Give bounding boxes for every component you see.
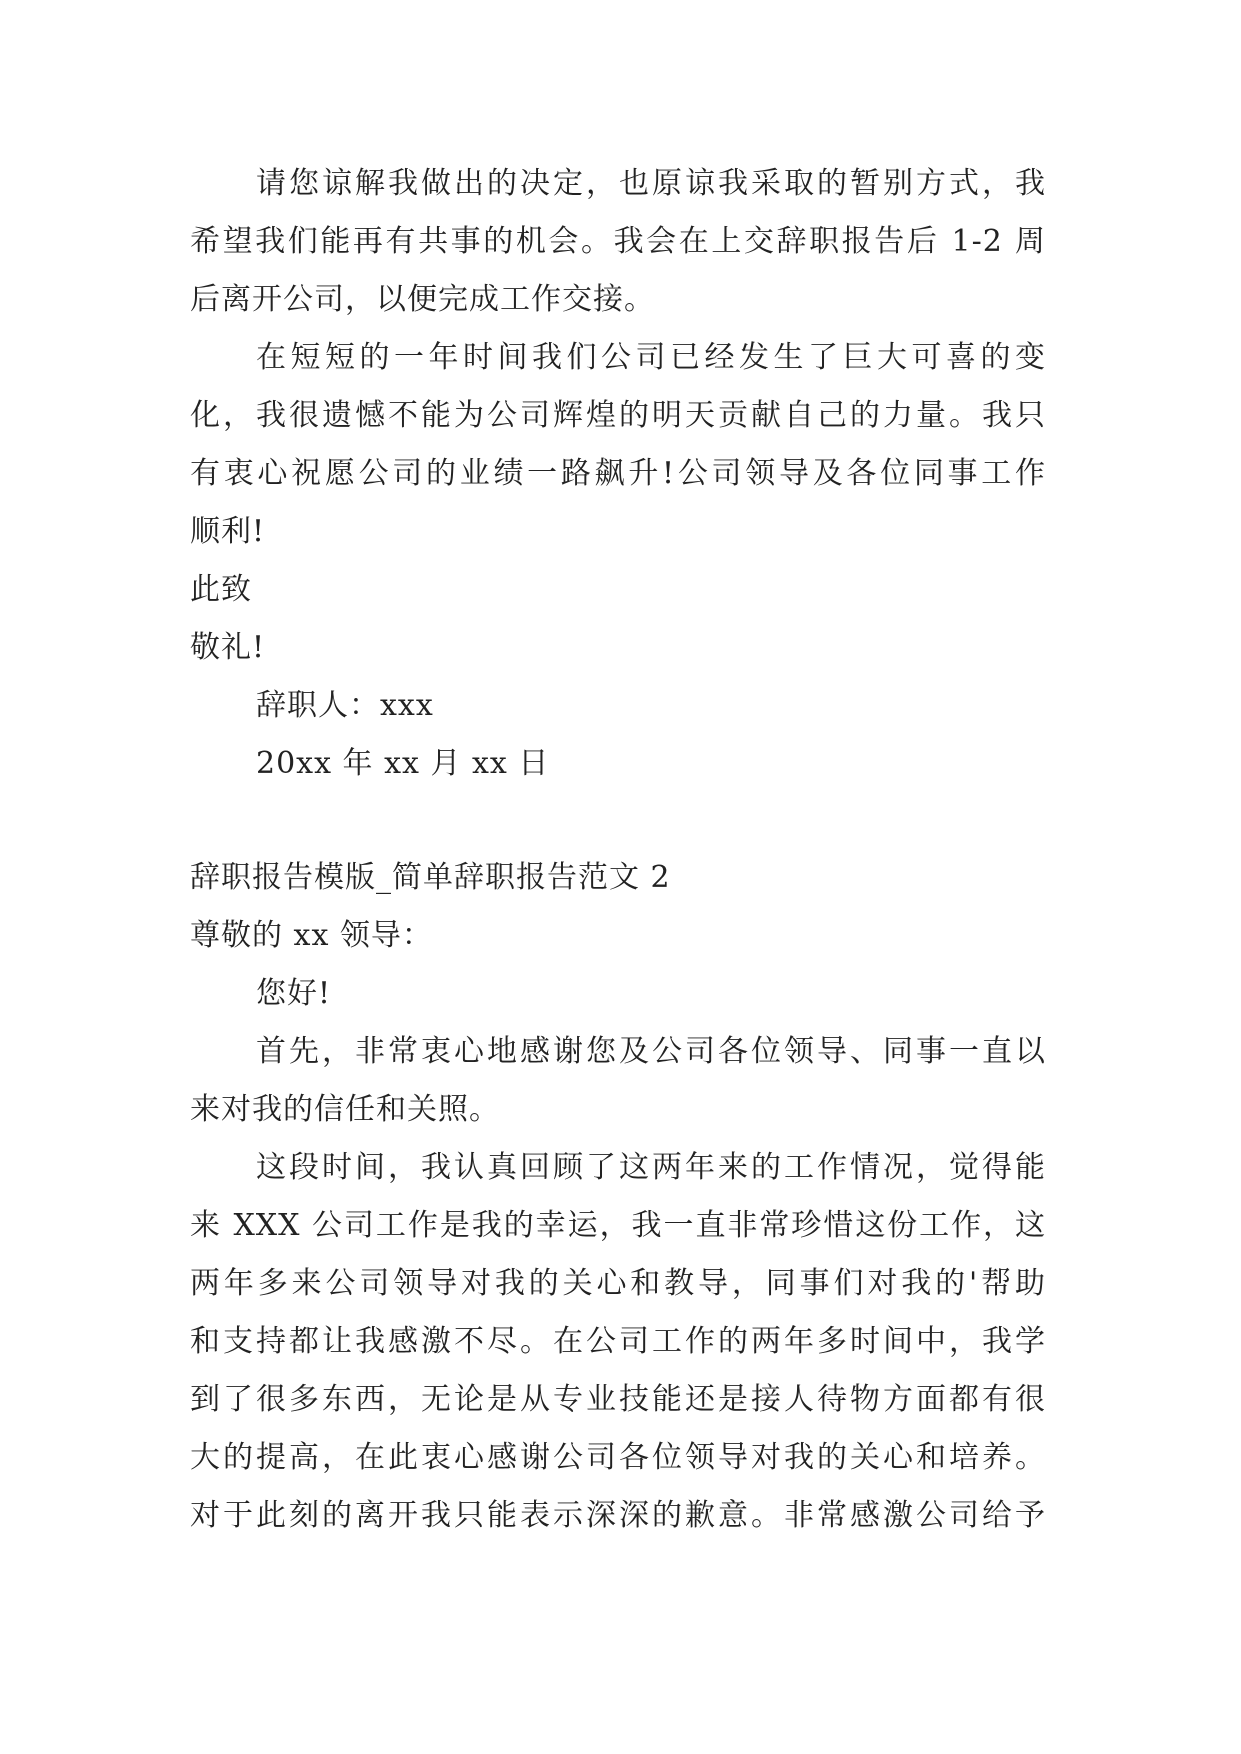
salutation-line: 尊敬的 xx 领导： [190, 918, 433, 953]
paragraph-line: 在短短的一年时间我们公司已经发生了巨大可喜的变 [256, 340, 1046, 375]
paragraph-line: 来 XXX 公司工作是我的幸运，我一直非常珍惜这份工作，这 [190, 1208, 1046, 1243]
paragraph-line: 这段时间，我认真回顾了这两年来的工作情况，觉得能 [256, 1150, 1046, 1185]
paragraph-line: 到了很多东西，无论是从专业技能还是接人待物方面都有很 [190, 1382, 1046, 1417]
paragraph-line: 来对我的信任和关照。 [190, 1092, 500, 1127]
date-line: 20xx 年 xx 月 xx 日 [256, 746, 550, 781]
greeting-line: 您好! [256, 976, 332, 1011]
paragraph-line: 后离开公司，以便完成工作交接。 [190, 282, 655, 317]
paragraph-line: 顺利! [190, 514, 266, 549]
paragraph-line: 大的提高，在此衷心感谢公司各位领导对我的关心和培养。 [190, 1440, 1046, 1475]
paragraph-line: 两年多来公司领导对我的关心和教导，同事们对我的'帮助 [190, 1266, 1046, 1301]
paragraph-line: 请您谅解我做出的决定，也原谅我采取的暂别方式，我 [256, 166, 1046, 201]
closing-line: 敬礼! [190, 630, 266, 665]
paragraph-line: 希望我们能再有共事的机会。我会在上交辞职报告后 1-2 周 [190, 224, 1046, 259]
paragraph-line: 化，我很遗憾不能为公司辉煌的明天贡献自己的力量。我只 [190, 398, 1046, 433]
closing-line: 此致 [190, 572, 252, 607]
paragraph-line: 首先，非常衷心地感谢您及公司各位领导、同事一直以 [256, 1034, 1046, 1069]
signature-line: 辞职人：xxx [256, 688, 434, 723]
paragraph-line: 对于此刻的离开我只能表示深深的歉意。非常感激公司给予 [190, 1498, 1046, 1533]
section-title: 辞职报告模版_简单辞职报告范文 2 [190, 860, 671, 895]
paragraph-line: 有衷心祝愿公司的业绩一路飙升!公司领导及各位同事工作 [190, 456, 1046, 491]
paragraph-line: 和支持都让我感激不尽。在公司工作的两年多时间中，我学 [190, 1324, 1046, 1359]
